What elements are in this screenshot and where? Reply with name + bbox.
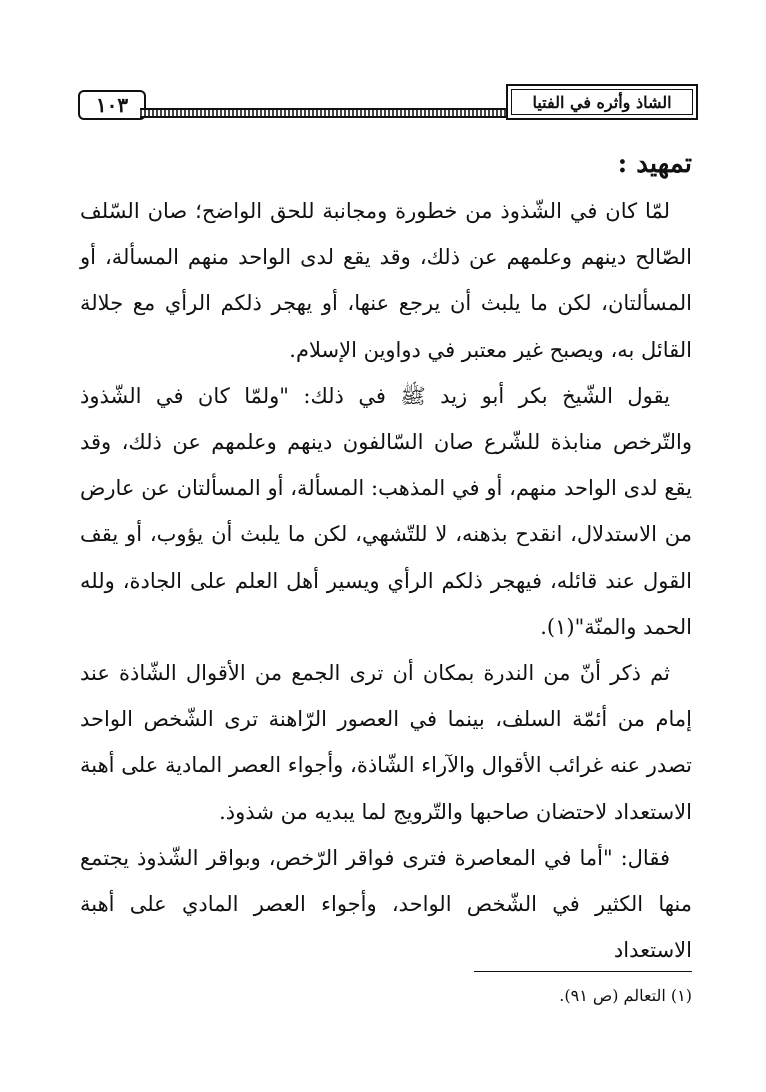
book-title: الشاذ وأثره في الفتيا	[506, 84, 698, 120]
page-header	[78, 84, 698, 124]
paragraph: يقول الشّيخ بكر أبو زيد ﷺ في ذلك: "ولمّا كان في الشّذوذ والتّرخص منابذة للشّرع صان السّالفون دينهم وعلمهم عن ذلك، وقد يقع لدى الواحد منهم، أو في المذهب: المسألة، أو المسألتان عن عارض من الاستدلال، انقدح بذهنه، لا للتّشهي، لكن ما يلبث أن يؤوب، أو يقف القول عند قائله، فيهجر ذلكم الرأي ويسير أهل العلم على الجادة، ولله الحمد والمنّة"(١).	[80, 383, 692, 639]
page-number: ١٠٣	[78, 90, 146, 120]
footnote-divider	[474, 971, 692, 972]
paragraph: ثم ذكر أنّ من الندرة بمكان أن ترى الجمع من الأقوال الشّاذة عند إمام من أئمّة السلف، بينما في العصور الرّاهنة ترى الشّخص الواحد تصدر عنه غرائب الأقوال والآراء الشّاذة، وأجواء العصر المادية على أهبة الاستعداد لاحتضان صاحبها والتّرويج لما يبديه من شذوذ.	[80, 661, 692, 824]
paragraph: لمّا كان في الشّذوذ من خطورة ومجانبة للحق الواضح؛ صان السّلف الصّالح دينهم وعلمهم عن ذلك، وقد يقع لدى الواحد منهم المسألة، أو المسألتان، لكن ما يلبث أن يرجع عنها، أو يهجر ذلكم الرأي مع جلالة القائل به، ويصبح غير معتبر في دواوين الإسلام.	[80, 199, 692, 362]
page-body	[80, 138, 692, 973]
footnote: (١) التعالم (ص ٩١).	[559, 986, 692, 1005]
paragraph: فقال: "أما في المعاصرة فترى فواقر الرّخص، وبواقر الشّذوذ يجتمع منها الكثير في الشّخص الواحد، وأجواء العصر المادي على أهبة الاستعداد	[80, 845, 692, 963]
section-heading: تمهيد :	[617, 149, 692, 179]
